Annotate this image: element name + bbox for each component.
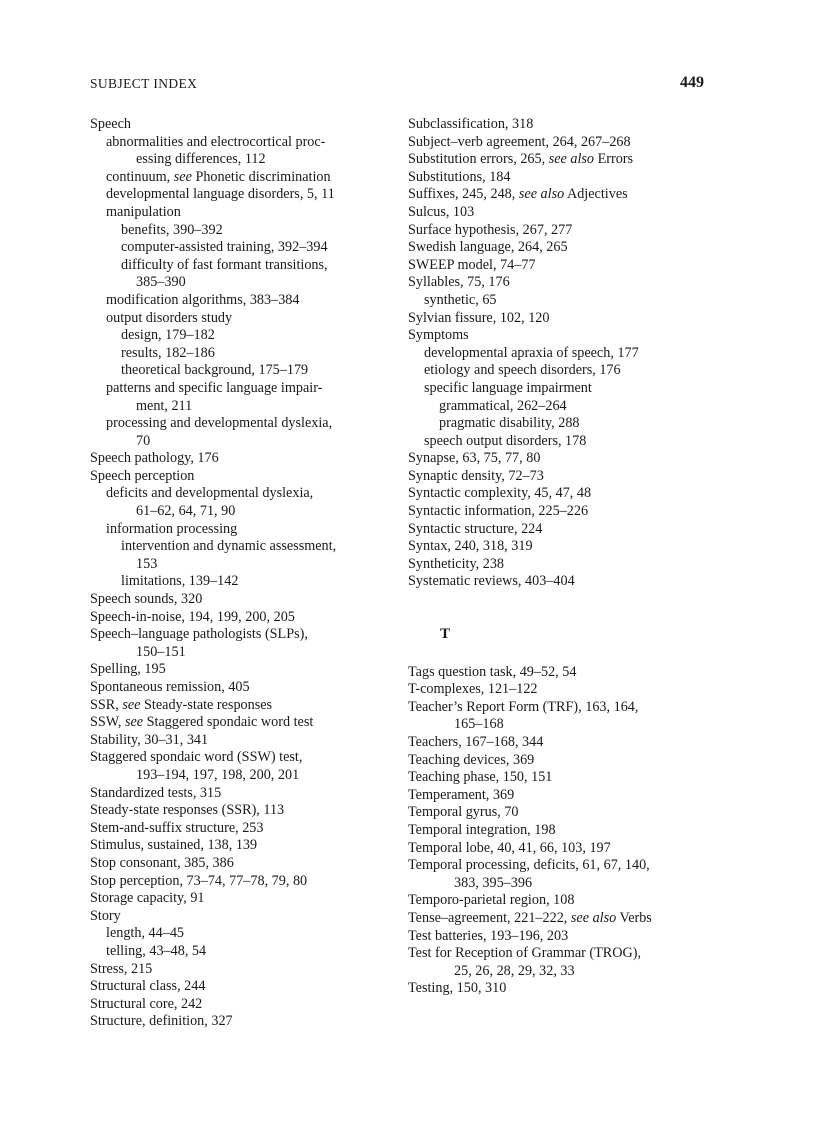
- index-entry: [408, 345, 718, 363]
- index-entry: [90, 661, 400, 679]
- index-entry: [408, 186, 718, 204]
- entry-text: Structure, definition, 327: [90, 1013, 233, 1030]
- see-target: Errors: [594, 151, 634, 168]
- entry-text: Swedish language, 264, 265: [408, 239, 568, 256]
- index-entry: [408, 310, 718, 328]
- index-entry: [408, 681, 718, 699]
- index-entry: [408, 274, 718, 292]
- entry-text: telling, 43–48, 54: [106, 942, 207, 959]
- index-entry: [90, 679, 400, 697]
- entry-text: 153: [136, 555, 158, 572]
- index-entry: [90, 222, 400, 240]
- entry-text: Syllables, 75, 176: [408, 274, 510, 291]
- entry-text: speech output disorders, 178: [424, 432, 587, 449]
- entry-text: 70: [136, 432, 151, 449]
- index-entry: [90, 749, 400, 767]
- see-reference: see also: [518, 186, 565, 203]
- index-entry: [90, 820, 400, 838]
- entry-text: computer-assisted training, 392–394: [121, 239, 328, 256]
- index-entry: [408, 450, 718, 468]
- entry-text: Suffixes, 245, 248,: [408, 186, 519, 203]
- entry-text: Storage capacity, 91: [90, 890, 205, 907]
- entry-text: Standardized tests, 315: [90, 784, 222, 801]
- index-entry: [90, 151, 400, 169]
- entry-text: Systematic reviews, 403–404: [408, 573, 575, 590]
- entry-text: Tense–agreement, 221–222,: [408, 909, 571, 926]
- index-entry: [408, 222, 718, 240]
- see-reference: see: [124, 714, 144, 731]
- section-letter-heading: T: [440, 626, 451, 643]
- index-entry: [408, 257, 718, 275]
- index-entry: [408, 398, 718, 416]
- entry-text: Spontaneous remission, 405: [90, 679, 250, 695]
- index-entry: [90, 485, 400, 503]
- index-entry: [90, 274, 400, 292]
- index-entry: [408, 734, 718, 752]
- see-target: Phonetic discrimination: [191, 168, 331, 185]
- entry-text: 150–151: [136, 643, 186, 660]
- entry-text: processing and developmental dyslexia,: [106, 415, 333, 432]
- entry-text: Sylvian fissure, 102, 120: [408, 309, 550, 326]
- index-entry: [90, 855, 400, 873]
- entry-text: 385–390: [136, 274, 186, 291]
- index-entry: [408, 716, 718, 734]
- index-column-right: [408, 116, 718, 998]
- index-entry: [90, 714, 400, 732]
- entry-text: information processing: [106, 520, 238, 537]
- index-entry: [408, 485, 718, 503]
- entry-text: Sulcus, 103: [408, 203, 475, 220]
- entry-text: Speech perception: [90, 467, 195, 484]
- index-entry: [408, 892, 718, 910]
- entry-text: limitations, 139–142: [121, 573, 239, 590]
- entry-text: Synapse, 63, 75, 77, 80: [408, 450, 541, 467]
- page-number: 449: [680, 74, 704, 91]
- entry-text: Stability, 30–31, 341: [90, 731, 209, 748]
- index-entry: [90, 697, 400, 715]
- entry-text: Testing, 150, 310: [408, 980, 507, 997]
- index-entry: [408, 169, 718, 187]
- entry-text: modification algorithms, 383–384: [106, 291, 300, 308]
- index-entry: [408, 468, 718, 486]
- index-entry: [408, 573, 718, 591]
- entry-text: deficits and developmental dyslexia,: [106, 485, 314, 502]
- see-reference: see: [122, 696, 141, 713]
- index-entry: [408, 239, 718, 257]
- entry-text: 193–194, 197, 198, 200, 201: [136, 766, 300, 783]
- index-entry: [90, 538, 400, 556]
- index-entry: [408, 822, 718, 840]
- entry-text: Teacher’s Report Form (TRF), 163, 164,: [408, 698, 639, 715]
- entry-text: Syntheticity, 238: [408, 555, 505, 572]
- index-entry: [90, 556, 400, 574]
- index-entry: [90, 996, 400, 1014]
- index-entry: [408, 980, 718, 998]
- index-entry: [90, 310, 400, 328]
- entry-text: Stop consonant, 385, 386: [90, 854, 234, 871]
- entry-text: Syntactic information, 225–226: [408, 503, 589, 520]
- index-entry: [408, 963, 718, 981]
- index-entry: [90, 978, 400, 996]
- entry-text: Spelling, 195: [90, 661, 166, 678]
- index-entry: [90, 186, 400, 204]
- index-entry: [90, 767, 400, 785]
- entry-text: essing differences, 112: [136, 151, 266, 168]
- entry-text: Temporal processing, deficits, 61, 67, 140,: [408, 857, 650, 874]
- index-entry: [90, 468, 400, 486]
- entry-text: Speech–language pathologists (SLPs),: [90, 626, 308, 643]
- index-entry: [90, 380, 400, 398]
- entry-text: Speech: [90, 116, 131, 132]
- entry-text: results, 182–186: [121, 344, 215, 361]
- index-entry: [90, 257, 400, 275]
- entry-text: SSW,: [90, 714, 125, 731]
- index-entry: [408, 380, 718, 398]
- entry-text: benefits, 390–392: [121, 221, 223, 238]
- see-reference: see: [173, 168, 192, 185]
- index-section-t: [408, 664, 718, 998]
- index-entry: [90, 116, 400, 134]
- index-entry: [90, 134, 400, 152]
- entry-text: grammatical, 262–264: [439, 397, 567, 414]
- entry-text: Syntactic complexity, 45, 47, 48: [408, 485, 592, 502]
- see-target: Adjectives: [564, 186, 628, 203]
- see-target: Steady-state responses: [140, 696, 273, 713]
- index-column-left: [90, 116, 400, 1031]
- entry-text: Temporal integration, 198: [408, 821, 556, 838]
- entry-text: Subclassification, 318: [408, 116, 534, 132]
- entry-text: 25, 26, 28, 29, 32, 33: [454, 962, 575, 979]
- index-entry: [408, 134, 718, 152]
- index-entry: [408, 787, 718, 805]
- index-entry: [90, 943, 400, 961]
- index-entry: [90, 732, 400, 750]
- entry-text: SSR,: [90, 696, 123, 713]
- entry-text: Test for Reception of Grammar (TROG),: [408, 945, 642, 962]
- index-entry: [90, 609, 400, 627]
- index-entry: [90, 1013, 400, 1031]
- entry-text: Staggered spondaic word (SSW) test,: [90, 749, 303, 766]
- entry-text: Stress, 215: [90, 960, 153, 977]
- entry-text: Substitution errors, 265,: [408, 151, 549, 168]
- index-entry: [408, 840, 718, 858]
- entry-text: Temporo-parietal region, 108: [408, 892, 575, 909]
- entry-text: Temporal gyrus, 70: [408, 804, 519, 821]
- index-entry: [90, 204, 400, 222]
- index-entry: [408, 292, 718, 310]
- entry-text: output disorders study: [106, 309, 233, 326]
- index-entry: [90, 785, 400, 803]
- see-target: Staggered spondaic word test: [143, 714, 314, 731]
- entry-text: Synaptic density, 72–73: [408, 467, 544, 484]
- entry-text: Structural class, 244: [90, 978, 206, 995]
- index-entry: [90, 292, 400, 310]
- index-entry: [90, 837, 400, 855]
- entry-text: intervention and dynamic assessment,: [121, 538, 337, 555]
- entry-text: 61–62, 64, 71, 90: [136, 503, 236, 520]
- entry-text: difficulty of fast formant transitions,: [121, 256, 328, 273]
- index-entry: [408, 928, 718, 946]
- entry-text: SWEEP model, 74–77: [408, 256, 536, 273]
- index-section-s: [408, 116, 718, 591]
- index-entry: [90, 433, 400, 451]
- index-entry: [90, 626, 400, 644]
- index-entry: [90, 591, 400, 609]
- see-target: Verbs: [616, 909, 652, 926]
- entry-text: Subject–verb agreement, 264, 267–268: [408, 133, 631, 150]
- entry-text: Symptoms: [408, 327, 469, 344]
- index-entry: [90, 908, 400, 926]
- entry-text: Stimulus, sustained, 138, 139: [90, 837, 258, 854]
- index-entry: [90, 503, 400, 521]
- entry-text: Teaching phase, 150, 151: [408, 769, 553, 786]
- index-entry: [90, 873, 400, 891]
- index-entry: [90, 239, 400, 257]
- index-entry: [408, 327, 718, 345]
- entry-text: 383, 395–396: [454, 874, 533, 891]
- entry-text: Test batteries, 193–196, 203: [408, 927, 569, 944]
- entry-text: Temporal lobe, 40, 41, 66, 103, 197: [408, 839, 611, 856]
- index-entry: [90, 644, 400, 662]
- entry-text: design, 179–182: [121, 327, 215, 344]
- entry-text: manipulation: [106, 203, 181, 220]
- index-entry: [408, 151, 718, 169]
- entry-text: developmental language disorders, 5, 11: [106, 186, 335, 203]
- entry-text: Speech sounds, 320: [90, 591, 203, 608]
- index-entry: [90, 169, 400, 187]
- index-entry: [90, 925, 400, 943]
- running-header: SUBJECT INDEX: [90, 76, 198, 91]
- entry-text: pragmatic disability, 288: [439, 415, 580, 432]
- entry-text: theoretical background, 175–179: [121, 362, 309, 379]
- entry-text: continuum,: [106, 168, 174, 185]
- entry-text: Structural core, 242: [90, 995, 203, 1012]
- index-entry: [408, 857, 718, 875]
- entry-text: length, 44–45: [106, 925, 185, 942]
- index-entry: [90, 450, 400, 468]
- index-entry: [408, 433, 718, 451]
- index-entry: [408, 910, 718, 928]
- index-entry: [90, 890, 400, 908]
- entry-text: Surface hypothesis, 267, 277: [408, 221, 573, 238]
- index-entry: [90, 327, 400, 345]
- index-entry: [90, 398, 400, 416]
- index-entry: [408, 804, 718, 822]
- entry-text: T-complexes, 121–122: [408, 681, 538, 698]
- entry-text: Syntax, 240, 318, 319: [408, 538, 533, 555]
- entry-text: patterns and specific language impair-: [106, 379, 323, 396]
- see-reference: see also: [570, 909, 617, 926]
- index-entry: [408, 699, 718, 717]
- index-entry: [90, 362, 400, 380]
- entry-text: Tags question task, 49–52, 54: [408, 663, 577, 680]
- entry-text: 165–168: [454, 716, 504, 733]
- see-reference: see also: [548, 151, 595, 168]
- index-entry: [90, 961, 400, 979]
- entry-text: Stem-and-suffix structure, 253: [90, 819, 264, 836]
- index-entry: [90, 345, 400, 363]
- entry-text: ment, 211: [136, 397, 193, 414]
- index-entry: [90, 573, 400, 591]
- entry-text: Speech pathology, 176: [90, 450, 219, 467]
- entry-text: Syntactic structure, 224: [408, 520, 543, 537]
- entry-text: abnormalities and electrocortical proc-: [106, 133, 326, 150]
- entry-text: Steady-state responses (SSR), 113: [90, 802, 285, 819]
- index-entry: [408, 752, 718, 770]
- index-entry: [408, 362, 718, 380]
- entry-text: developmental apraxia of speech, 177: [424, 344, 639, 361]
- index-entry: [408, 875, 718, 893]
- entry-text: Story: [90, 907, 121, 924]
- entry-text: Teachers, 167–168, 344: [408, 734, 544, 750]
- index-entry: [408, 664, 718, 682]
- entry-text: synthetic, 65: [424, 291, 497, 308]
- entry-text: Stop perception, 73–74, 77–78, 79, 80: [90, 872, 308, 889]
- entry-text: specific language impairment: [424, 379, 592, 396]
- index-entry: [408, 415, 718, 433]
- entry-text: Teaching devices, 369: [408, 751, 535, 768]
- index-entry: [90, 415, 400, 433]
- index-entry: [408, 556, 718, 574]
- index-entry: [408, 204, 718, 222]
- entry-text: Speech-in-noise, 194, 199, 200, 205: [90, 608, 295, 625]
- index-entry: [90, 521, 400, 539]
- index-entry: [408, 945, 718, 963]
- index-entry: [408, 769, 718, 787]
- index-entry: [90, 802, 400, 820]
- index-entry: [408, 538, 718, 556]
- entry-text: Temperament, 369: [408, 786, 515, 803]
- index-entry: [408, 521, 718, 539]
- entry-text: Substitutions, 184: [408, 168, 511, 185]
- entry-text: etiology and speech disorders, 176: [424, 362, 621, 379]
- index-entry: [408, 503, 718, 521]
- index-entry: [408, 116, 718, 134]
